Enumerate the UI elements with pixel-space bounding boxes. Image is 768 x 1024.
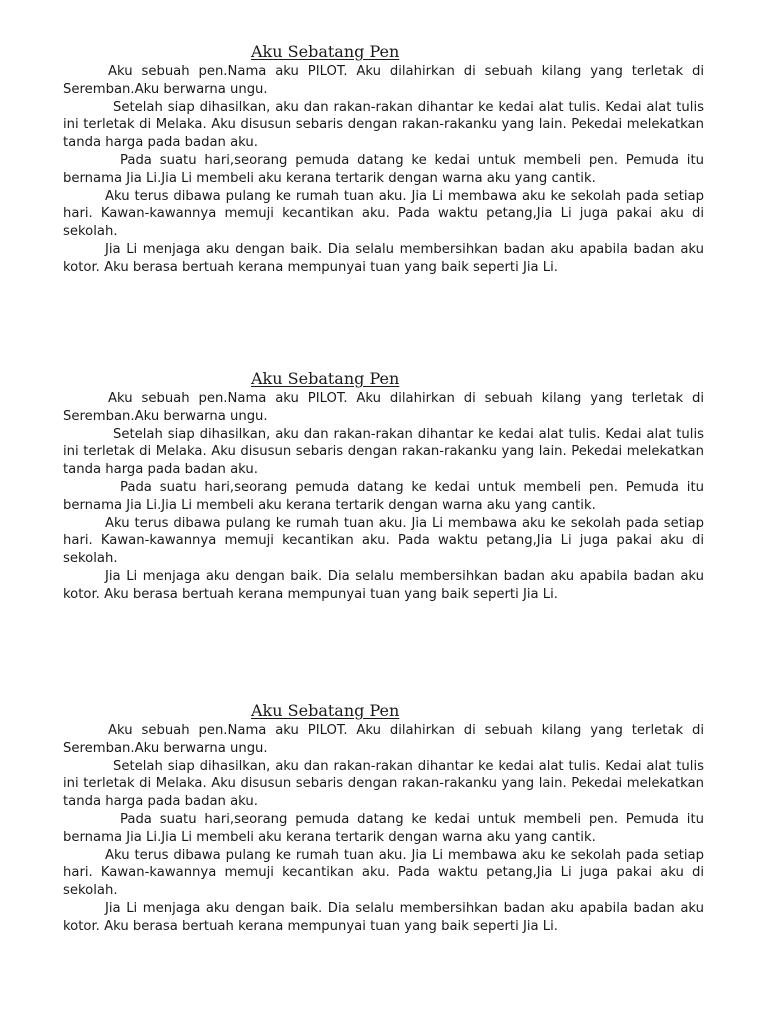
essay-paragraph: Aku terus dibawa pulang ke rumah tuan aku. Jia Li membawa aku ke sekolah pada setiap hari. Kawan-kawannya memuji kecantikan aku. Pada waktu petang,Jia Li juga pakai aku di sekolah. xyxy=(63,515,704,567)
essay-paragraph: Pada suatu hari,seorang pemuda datang ke kedai untuk membeli pen. Pemuda itu bernama Jia Li.Jia Li membeli aku kerana tertarik dengan warna aku yang cantik. xyxy=(63,811,704,845)
essay-title: Aku Sebatang Pen xyxy=(251,369,400,388)
essay-section xyxy=(63,368,704,604)
essay-body xyxy=(63,63,704,277)
essay-paragraph: Aku terus dibawa pulang ke rumah tuan aku. Jia Li membawa aku ke sekolah pada setiap hari. Kawan-kawannya memuji kecantikan aku. Pada waktu petang,Jia Li juga pakai aku di sekolah. xyxy=(63,847,704,899)
essay-paragraph: Jia Li menjaga aku dengan baik. Dia selalu membersihkan badan aku apabila badan aku kotor. Aku berasa bertuah kerana mempunyai tuan yang baik seperti Jia Li. xyxy=(63,900,704,934)
essay-paragraph: Pada suatu hari,seorang pemuda datang ke kedai untuk membeli pen. Pemuda itu bernama Jia Li.Jia Li membeli aku kerana tertarik dengan warna aku yang cantik. xyxy=(63,152,704,186)
essay-paragraph: Aku terus dibawa pulang ke rumah tuan aku. Jia Li membawa aku ke sekolah pada setiap hari. Kawan-kawannya memuji kecantikan aku. Pada waktu petang,Jia Li juga pakai aku di sekolah. xyxy=(63,188,704,240)
essay-paragraph: Pada suatu hari,seorang pemuda datang ke kedai untuk membeli pen. Pemuda itu bernama Jia Li.Jia Li membeli aku kerana tertarik dengan warna aku yang cantik. xyxy=(63,479,704,513)
essay-section xyxy=(63,41,704,277)
essay-paragraph: Setelah siap dihasilkan, aku dan rakan-rakan dihantar ke kedai alat tulis. Kedai alat tulis ini terletak di Melaka. Aku disusun sebaris dengan rakan-rakanku yang lain. Pekedai melekatkan tanda harga pada badan aku. xyxy=(63,99,704,151)
essay-paragraph: Setelah siap dihasilkan, aku dan rakan-rakan dihantar ke kedai alat tulis. Kedai alat tulis ini terletak di Melaka. Aku disusun sebaris dengan rakan-rakanku yang lain. Pekedai melekatkan tanda harga pada badan aku. xyxy=(63,758,704,810)
essay-paragraph: Aku sebuah pen.Nama aku PILOT. Aku dilahirkan di sebuah kilang yang terletak di Seremban.Aku berwarna ungu. xyxy=(63,64,704,97)
essay-body xyxy=(63,390,704,604)
essay-title: Aku Sebatang Pen xyxy=(251,701,400,720)
essay-paragraph: Setelah siap dihasilkan, aku dan rakan-rakan dihantar ke kedai alat tulis. Kedai alat tulis ini terletak di Melaka. Aku disusun sebaris dengan rakan-rakanku yang lain. Pekedai melekatkan tanda harga pada badan aku. xyxy=(63,426,704,478)
essay-paragraph: Aku sebuah pen.Nama aku PILOT. Aku dilahirkan di sebuah kilang yang terletak di Seremban.Aku berwarna ungu. xyxy=(63,391,704,424)
essay-section xyxy=(63,700,704,936)
essay-title: Aku Sebatang Pen xyxy=(251,42,400,61)
essay-body xyxy=(63,722,704,936)
essay-paragraph: Aku sebuah pen.Nama aku PILOT. Aku dilahirkan di sebuah kilang yang terletak di Seremban.Aku berwarna ungu. xyxy=(63,723,704,756)
essay-paragraph: Jia Li menjaga aku dengan baik. Dia selalu membersihkan badan aku apabila badan aku kotor. Aku berasa bertuah kerana mempunyai tuan yang baik seperti Jia Li. xyxy=(63,241,704,275)
essay-paragraph: Jia Li menjaga aku dengan baik. Dia selalu membersihkan badan aku apabila badan aku kotor. Aku berasa bertuah kerana mempunyai tuan yang baik seperti Jia Li. xyxy=(63,568,704,602)
